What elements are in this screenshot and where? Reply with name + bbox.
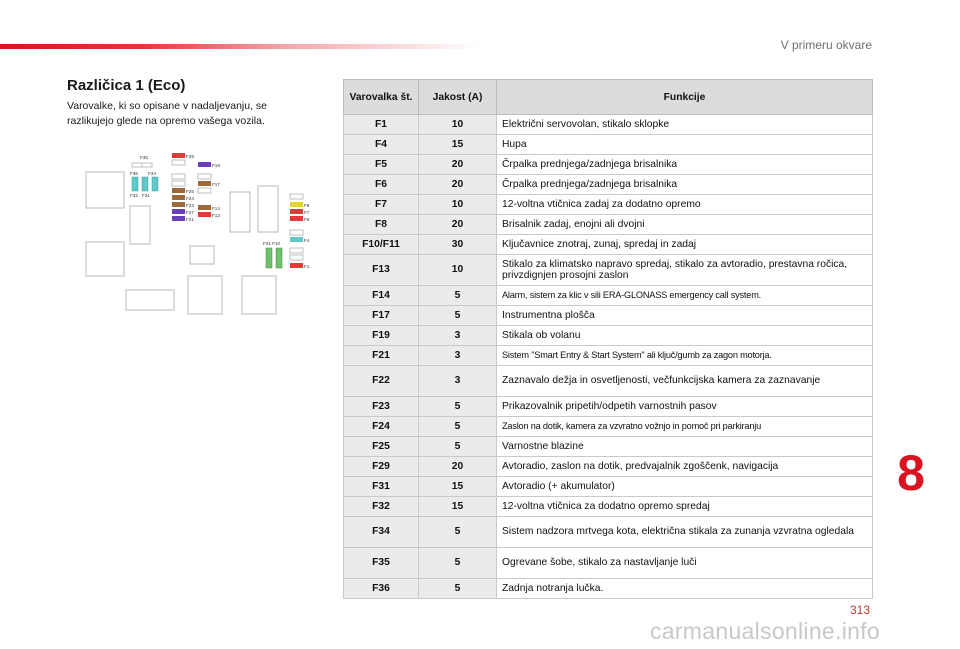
fuse-F6 [290, 216, 303, 221]
header-fuse-number: Varovalka št. [344, 80, 419, 115]
table-row [344, 306, 873, 326]
diagram-label: F14 [212, 206, 220, 211]
amperage: 10 [419, 195, 497, 215]
table-row [344, 235, 873, 255]
fuse-number: F32 [344, 497, 419, 517]
function-text: Instrumentna plošča [497, 306, 873, 326]
amperage: 5 [419, 548, 497, 579]
diagram-label: F23 [186, 203, 194, 208]
function-text: Ogrevane šobe, stikalo za nastavljanje luči [497, 548, 873, 579]
fuse-slot [132, 163, 142, 167]
table-row [344, 326, 873, 346]
amperage: 5 [419, 517, 497, 548]
amperage: 3 [419, 326, 497, 346]
function-text: Zadnja notranja lučka. [497, 579, 873, 599]
fuse-F7 [290, 209, 303, 214]
table-row [344, 397, 873, 417]
function-text: Črpalka prednjega/zadnjega brisalnika [497, 155, 873, 175]
amperage: 5 [419, 579, 497, 599]
fuse-number: F25 [344, 437, 419, 457]
fuse-F8 [290, 202, 303, 207]
fuse-F29 [172, 153, 185, 158]
fuse-number: F10/F11 [344, 235, 419, 255]
relay-block [190, 246, 214, 264]
fuse-F31-F10-b [276, 248, 282, 268]
relay-block [126, 290, 174, 310]
fuse-number: F4 [344, 135, 419, 155]
function-text: Sistem nadzora mrtvega kota, električna stikala za zunanja vzvratna ogledala [497, 517, 873, 548]
diagram-label: F7 [304, 210, 310, 215]
fuse-number: F13 [344, 255, 419, 286]
diagram-label: F21 [186, 217, 194, 222]
function-text: Črpalka prednjega/zadnjega brisalnika [497, 175, 873, 195]
amperage: 20 [419, 457, 497, 477]
header-amperage: Jakost (A) [419, 80, 497, 115]
diagram-label: F19 [212, 163, 220, 168]
fuse-number: F7 [344, 195, 419, 215]
function-text: Hupa [497, 135, 873, 155]
table-row [344, 135, 873, 155]
fuse-number: F21 [344, 346, 419, 366]
diagram-label: F35 [140, 155, 148, 160]
amperage: 10 [419, 115, 497, 135]
fuse-F1 [290, 263, 303, 268]
function-text: Zaslon na dotik, kamera za vzvratno vožnjo in pomoč pri parkiranju [497, 417, 873, 437]
function-text: Zaznavalo dežja in osvetljenosti, večfunkcijska kamera za zaznavanje [497, 366, 873, 397]
amperage: 20 [419, 215, 497, 235]
function-text: 12-voltna vtičnica zadaj za dodatno opremo [497, 195, 873, 215]
fuse-number: F22 [344, 366, 419, 397]
function-text: Stikalo za klimatsko napravo spredaj, stikalo za avtoradio, prestavna ročica, privzdignjen prosojni zaslon [497, 255, 873, 286]
fuse-number: F31 [344, 477, 419, 497]
fuse-F31 [152, 177, 158, 191]
fuse-number: F6 [344, 175, 419, 195]
table-row [344, 195, 873, 215]
amperage: 5 [419, 286, 497, 306]
amperage: 20 [419, 175, 497, 195]
diagram-label: F29 [186, 154, 194, 159]
diagram-label: F31 F10 [263, 241, 281, 246]
amperage: 10 [419, 255, 497, 286]
amperage: 15 [419, 477, 497, 497]
fuse-number: F17 [344, 306, 419, 326]
table-row [344, 115, 873, 135]
function-text: Alarm, sistem za klic v sili ERA-GLONASS emergency call system. [497, 286, 873, 306]
table-row [344, 366, 873, 397]
fuse-slot [290, 230, 303, 235]
diagram-label: F36 [130, 171, 138, 176]
relay-block [230, 192, 250, 232]
amperage: 15 [419, 497, 497, 517]
function-text: Prikazovalnik pripetih/odpetih varnostnih pasov [497, 397, 873, 417]
fuse-slot [172, 160, 185, 165]
table-row [344, 497, 873, 517]
fuse-slot [172, 181, 185, 186]
diagram-label: F1 [304, 264, 310, 269]
table-row [344, 155, 873, 175]
amperage: 5 [419, 397, 497, 417]
fuse-number: F14 [344, 286, 419, 306]
fuse-table [343, 79, 873, 599]
amperage: 20 [419, 155, 497, 175]
diagram-label: F27 [186, 210, 194, 215]
fuse-number: F36 [344, 579, 419, 599]
fuse-number: F29 [344, 457, 419, 477]
fuse-slot [142, 163, 152, 167]
fuse-F21 [172, 216, 185, 221]
relay-block [86, 242, 124, 276]
fuse-F19 [198, 162, 211, 167]
relay-block [242, 276, 276, 314]
section-header: V primeru okvare [780, 38, 872, 52]
table-row [344, 215, 873, 235]
fuse-F24 [172, 195, 185, 200]
fuse-box-diagram [80, 150, 320, 320]
diagram-label: F6 [304, 217, 310, 222]
function-text: Avtoradio, zaslon na dotik, predvajalnik zgoščenk, navigacija [497, 457, 873, 477]
watermark: carmanualsonline.info [649, 618, 880, 644]
fuse-F36 [132, 177, 138, 191]
diagram-label: F31 [142, 193, 150, 198]
fuse-F14 [198, 205, 211, 210]
diagram-label: F34 [148, 171, 156, 176]
fuse-slot [290, 194, 303, 199]
intro-text: Varovalke, ki so opisane v nadaljevanju, se razlikujejo glede na opremo vašega vozila. [67, 100, 268, 127]
function-text: Brisalnik zadaj, enojni ali dvojni [497, 215, 873, 235]
section-title: Različica 1 (Eco) [67, 77, 186, 94]
page-number: 313 [849, 603, 870, 617]
header-functions: Funkcije [497, 80, 873, 115]
table-row [344, 286, 873, 306]
diagram-label: F24 [186, 196, 194, 201]
function-text: Ključavnice znotraj, zunaj, spredaj in zadaj [497, 235, 873, 255]
fuse-number: F24 [344, 417, 419, 437]
relay-block [258, 186, 278, 232]
header-accent-bar [0, 44, 480, 49]
function-text: Sistem "Smart Entry & Start System" ali ključ/gumb za zagon motorja. [497, 346, 873, 366]
relay-block [188, 276, 222, 314]
function-text: Stikala ob volanu [497, 326, 873, 346]
table-row [344, 346, 873, 366]
function-text: Električni servovolan, stikalo sklopke [497, 115, 873, 135]
table-row [344, 437, 873, 457]
fuse-F23 [172, 202, 185, 207]
relay-block [130, 206, 150, 244]
fuse-slot [290, 255, 303, 260]
fuse-number: F1 [344, 115, 419, 135]
amperage: 30 [419, 235, 497, 255]
fuse-F31-F10-a [266, 248, 272, 268]
table-header-row [344, 80, 873, 115]
fuse-F34 [142, 177, 148, 191]
diagram-label: F17 [212, 182, 220, 187]
amperage: 3 [419, 346, 497, 366]
table-row [344, 175, 873, 195]
amperage: 15 [419, 135, 497, 155]
diagram-label: F8 [304, 203, 310, 208]
function-text: 12-voltna vtičnica za dodatno opremo spredaj [497, 497, 873, 517]
fuse-number: F5 [344, 155, 419, 175]
table-row [344, 255, 873, 286]
fuse-number: F8 [344, 215, 419, 235]
fuse-F13 [198, 212, 211, 217]
fuse-slot [198, 174, 211, 179]
table-row [344, 457, 873, 477]
fuse-number: F23 [344, 397, 419, 417]
fuse-slot [290, 248, 303, 253]
diagram-label: F4 [304, 238, 310, 243]
diagram-label: F25 [186, 189, 194, 194]
amperage: 3 [419, 366, 497, 397]
table-row [344, 548, 873, 579]
fuse-slot [172, 174, 185, 179]
function-text: Avtoradio (+ akumulator) [497, 477, 873, 497]
chapter-number: 8 [897, 445, 925, 501]
amperage: 5 [419, 437, 497, 457]
table-row [344, 579, 873, 599]
function-text: Varnostne blazine [497, 437, 873, 457]
table-row [344, 417, 873, 437]
fuse-F4 [290, 237, 303, 242]
table-row [344, 517, 873, 548]
fuse-number: F19 [344, 326, 419, 346]
fuse-number: F34 [344, 517, 419, 548]
diagram-label: F32 [130, 193, 138, 198]
amperage: 5 [419, 306, 497, 326]
fuse-number: F35 [344, 548, 419, 579]
fuse-F17 [198, 181, 211, 186]
relay-block [86, 172, 124, 208]
diagram-label: F13 [212, 213, 220, 218]
fuse-F27 [172, 209, 185, 214]
table-row [344, 477, 873, 497]
fuse-slot [198, 188, 211, 193]
amperage: 5 [419, 417, 497, 437]
fuse-F25 [172, 188, 185, 193]
